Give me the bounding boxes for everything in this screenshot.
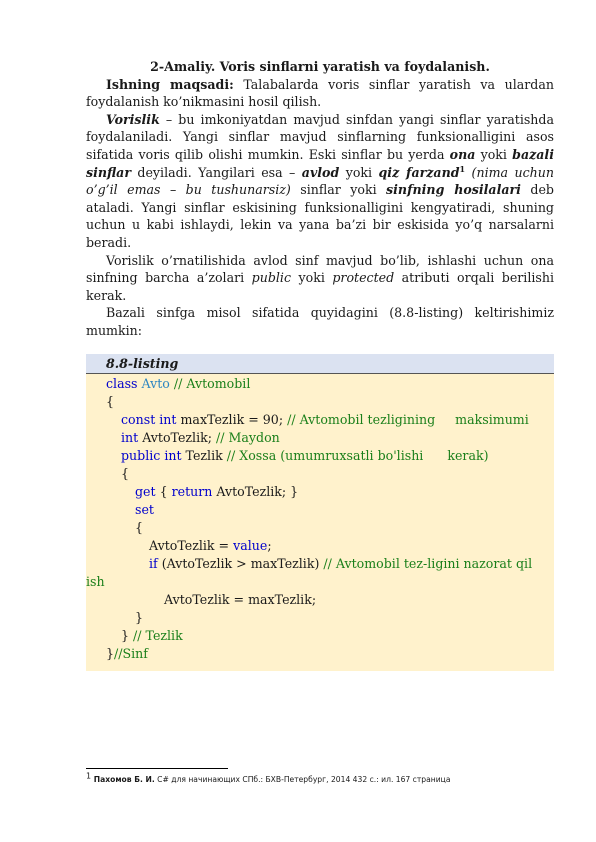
code-keyword: set [135, 501, 154, 517]
code-line [86, 411, 554, 429]
code-keyword: const int [121, 411, 177, 427]
term-avlod: avlod [301, 164, 340, 180]
code-line: { [121, 465, 130, 481]
text-segment: Vorislik o’rnatilishida avlod sinf mavjud bo’lib, ishlashi uchun ona sinfning barcha a’zolari [86, 252, 554, 286]
code-text: { [155, 483, 172, 499]
access-paragraph [86, 252, 554, 305]
code-keyword: get [135, 483, 156, 499]
code-type: Avto [141, 375, 170, 391]
code-text: } [121, 627, 134, 643]
term-vorislik: Vorislik [106, 111, 160, 127]
code-line [86, 375, 554, 393]
code-line: } [135, 609, 144, 625]
code-line [86, 627, 554, 645]
term-qiz: qiz farzand [378, 164, 460, 180]
code-comment: // Xossa (umumruxsatli bo'lishi kerak) [226, 447, 489, 463]
code-keyword: return [171, 483, 213, 499]
term-ona: ona [449, 146, 476, 162]
code-line [86, 447, 554, 465]
code-keyword: public int [121, 447, 182, 463]
listing-title: 8.8-listing [86, 354, 554, 374]
text-segment: deb ataladi. Yangi sinflar eskisining funksionalligini kengyatiradi, shuning uchun u kabi ishlaydi, lekin va yana ba’zi bir eskisida yo’q narsalarni beradi. [86, 182, 554, 250]
term-bazali: bazali sinflar [86, 146, 554, 180]
code-text: ; [267, 537, 272, 553]
text-segment: sinflar yoki [290, 182, 387, 198]
code-line [86, 483, 554, 501]
code-text: } [106, 645, 115, 661]
code-text: Tezlik [181, 447, 227, 463]
inheritance-paragraph [86, 111, 554, 252]
code-text: AvtoTezlik; } [212, 483, 299, 499]
code-comment: // Maydon [216, 429, 280, 445]
code-text: AvtoTezlik = [149, 537, 234, 553]
text-segment: yoki [291, 270, 333, 286]
code-line: AvtoTezlik = maxTezlik; [164, 591, 317, 607]
footnote-divider [86, 768, 228, 769]
code-comment: ish [86, 573, 105, 589]
code-text: AvtoTezlik; [138, 429, 216, 445]
code-comment: //Sinf [114, 645, 148, 661]
text-segment: yoki [339, 164, 379, 180]
page-title: 2-Amaliy. Voris sinflarni yaratish va foydalanish. [150, 59, 490, 74]
purpose-label: Ishning maqsadi: [106, 76, 234, 92]
code-line [86, 645, 554, 663]
example-intro: Bazali sinfga misol sifatida quyidagini (8.8-listing) keltirishimiz mumkin: [86, 305, 554, 338]
code-line: { [106, 393, 115, 409]
document-body [86, 58, 554, 671]
footnote-ref[interactable]: 1 [459, 163, 466, 174]
code-comment: // Tezlik [133, 627, 183, 643]
code-comment: // Avtomobil tezligining maksimumi [287, 411, 529, 427]
code-keyword: class [106, 375, 142, 391]
footnote [86, 771, 451, 784]
code-line [86, 537, 554, 555]
code-line [86, 429, 554, 447]
footnote-text: C# для начинающих СПб.: БХВ-Петербург, 2014 432 с.: ил. 167 страница [154, 775, 451, 784]
purpose-text: Talabalarda voris sinflar yaratish va ulardan foydalanish ko’nikmasini hosil qilish. [86, 76, 554, 110]
code-text: maxTezlik = 90; [176, 411, 288, 427]
code-comment: // Avtomobil [169, 375, 251, 391]
text-segment: yoki [475, 146, 513, 162]
code-keyword: if [149, 555, 158, 571]
footnote-mark: 1 [86, 771, 92, 781]
term-hosila: sinfning hosilalari [386, 182, 521, 198]
remark-parenthetical: (nima uchun o’g’il emas – bu tushunarsiz) [86, 164, 554, 198]
text-segment: deyiladi. Yangilari esa – [130, 164, 302, 180]
footnote-author: Пахомов Б. И. [91, 775, 155, 784]
code-keyword: int [121, 429, 139, 445]
purpose-paragraph [86, 76, 554, 111]
code-line: { [135, 519, 144, 535]
code-comment: // Avtomobil tez-ligini nazorat qil [323, 555, 533, 571]
code-text: (AvtoTezlik > maxTezlik) [157, 555, 324, 571]
keyword-protected: protected [332, 270, 395, 286]
code-listing [86, 374, 554, 671]
code-line [86, 501, 554, 519]
text-segment: – bu imkoniyatdan mavjud sinfdan yangi sinflar yaratishda foydalaniladi. Yangi sinflar mavjud sinflarning funksionalligini asos sifatida voris qilib olishi mumkin. Eski sinflar bu yerda [86, 111, 554, 162]
text-segment: atributi orqali berilishi kerak. [86, 270, 554, 303]
code-line [86, 555, 554, 573]
keyword-public: public [251, 270, 291, 286]
code-line [86, 573, 554, 591]
code-keyword: value [233, 537, 268, 553]
